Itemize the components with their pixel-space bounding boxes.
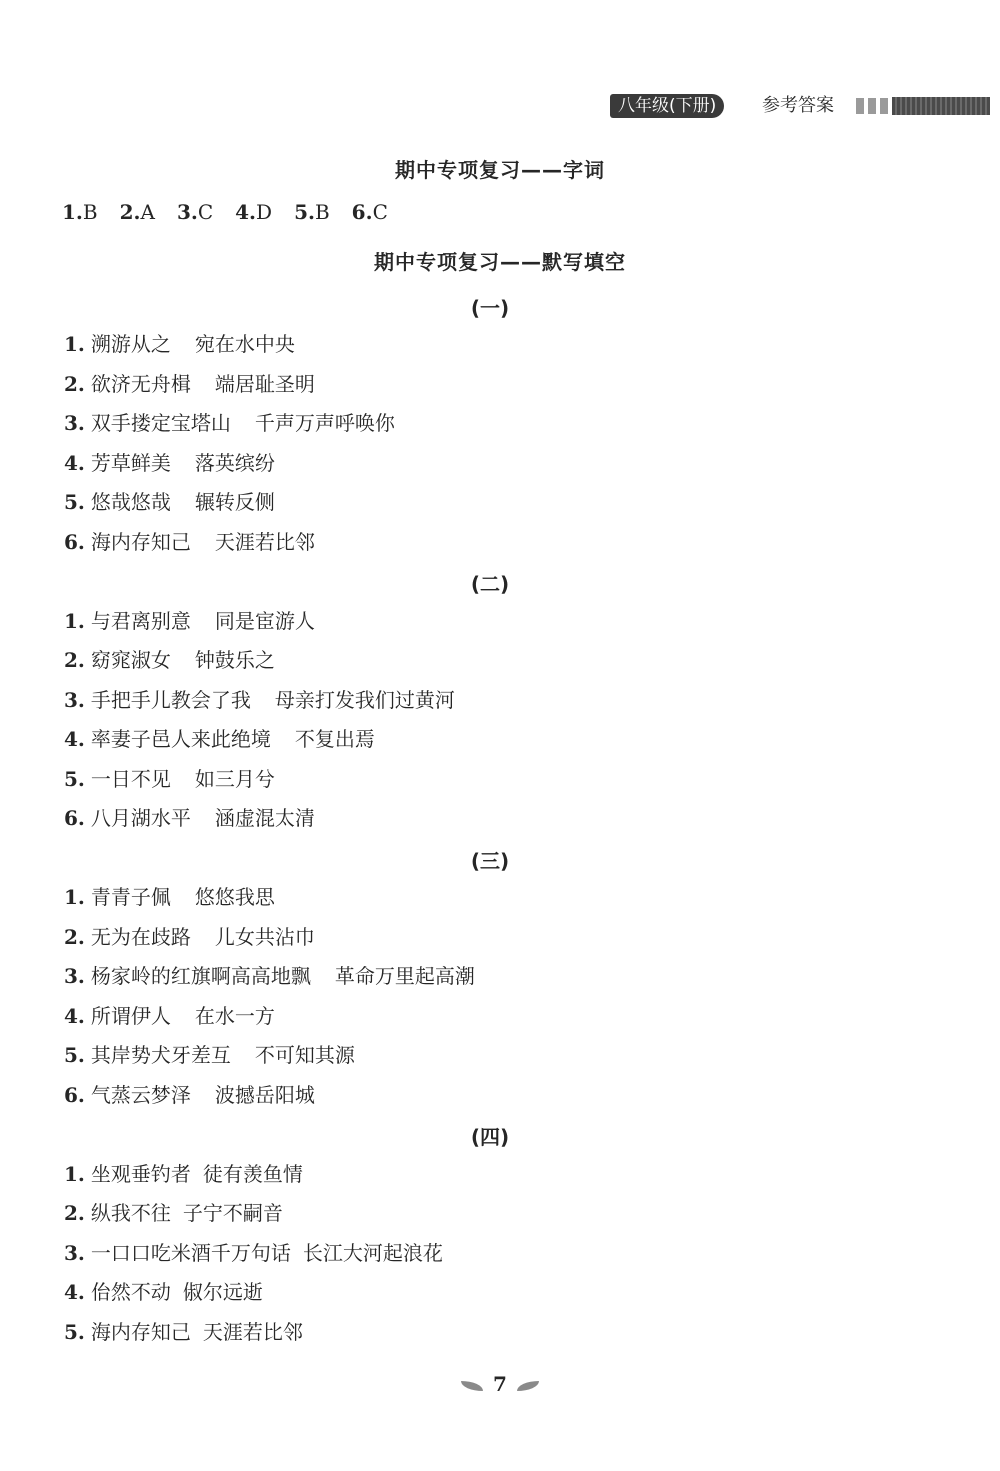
page-number: 7 (493, 1372, 507, 1396)
answer-line: 2. 欲济无舟楫 端居耻圣明 (64, 372, 315, 396)
answer-line: 4. 佁然不动 俶尔远逝 (64, 1280, 263, 1304)
mcq-answer: 2.A (119, 200, 155, 224)
answer-line: 1. 坐观垂钓者 徒有羡鱼情 (64, 1162, 303, 1186)
group-label: (一) (470, 296, 510, 320)
mcq-answer: 6.C (351, 200, 388, 224)
answer-line: 4. 芳草鲜美 落英缤纷 (64, 451, 275, 475)
section-title-vocab: 期中专项复习——字词 (395, 158, 605, 182)
answer-line: 6. 八月湖水平 涵虚混太清 (64, 806, 315, 830)
answer-line: 1. 青青子佩 悠悠我思 (64, 885, 275, 909)
answer-line: 6. 气蒸云梦泽 波撼岳阳城 (64, 1083, 315, 1107)
group-label: (四) (470, 1125, 510, 1149)
answer-line: 5. 海内存知己 天涯若比邻 (64, 1320, 303, 1344)
group-label: (三) (470, 849, 510, 873)
answer-line: 2. 无为在歧路 儿女共沾巾 (64, 925, 315, 949)
answer-line: 5. 其岸势犬牙差互 不可知其源 (64, 1043, 355, 1067)
answer-line: 5. 一日不见 如三月兮 (64, 767, 275, 791)
page-footer (0, 1372, 1000, 1396)
answer-line: 6. 海内存知己 天涯若比邻 (64, 530, 315, 554)
header-label: 参考答案 (762, 95, 834, 116)
answer-line: 2. 窈窕淑女 钟鼓乐之 (64, 648, 275, 672)
answer-line: 5. 悠哉悠哉 辗转反侧 (64, 490, 275, 514)
answer-line: 1. 与君离别意 同是宦游人 (64, 609, 315, 633)
group-label: (二) (470, 572, 510, 596)
leaf-icon (461, 1381, 483, 1391)
mcq-answer: 3.C (176, 200, 214, 224)
answer-line: 2. 纵我不往 子宁不嗣音 (64, 1201, 283, 1225)
mcq-answers (62, 200, 388, 224)
page-header (610, 94, 990, 122)
answer-line: 4. 率妻子邑人来此绝境 不复出焉 (64, 727, 375, 751)
answer-line: 4. 所谓伊人 在水一方 (64, 1004, 275, 1028)
answer-line: 3. 杨家岭的红旗啊高高地飘 革命万里起高潮 (64, 964, 475, 988)
header-decoration-bar (892, 97, 990, 115)
mcq-answer: 5.B (294, 200, 330, 224)
section-title-dictation: 期中专项复习——默写填空 (374, 250, 626, 274)
mcq-answer: 1.B (62, 200, 98, 224)
answer-line: 1. 溯游从之 宛在水中央 (64, 332, 295, 356)
answer-line: 3. 双手搂定宝塔山 千声万声呼唤你 (64, 411, 395, 435)
answer-line: 3. 手把手儿教会了我 母亲打发我们过黄河 (64, 688, 455, 712)
answer-line: 3. 一口口吃米酒千万句话 长江大河起浪花 (64, 1241, 443, 1265)
leaf-icon (517, 1381, 539, 1391)
grade-badge: 八年级(下册) (610, 94, 724, 118)
mcq-answer: 4.D (235, 200, 273, 224)
header-decoration-blocks (856, 98, 888, 114)
